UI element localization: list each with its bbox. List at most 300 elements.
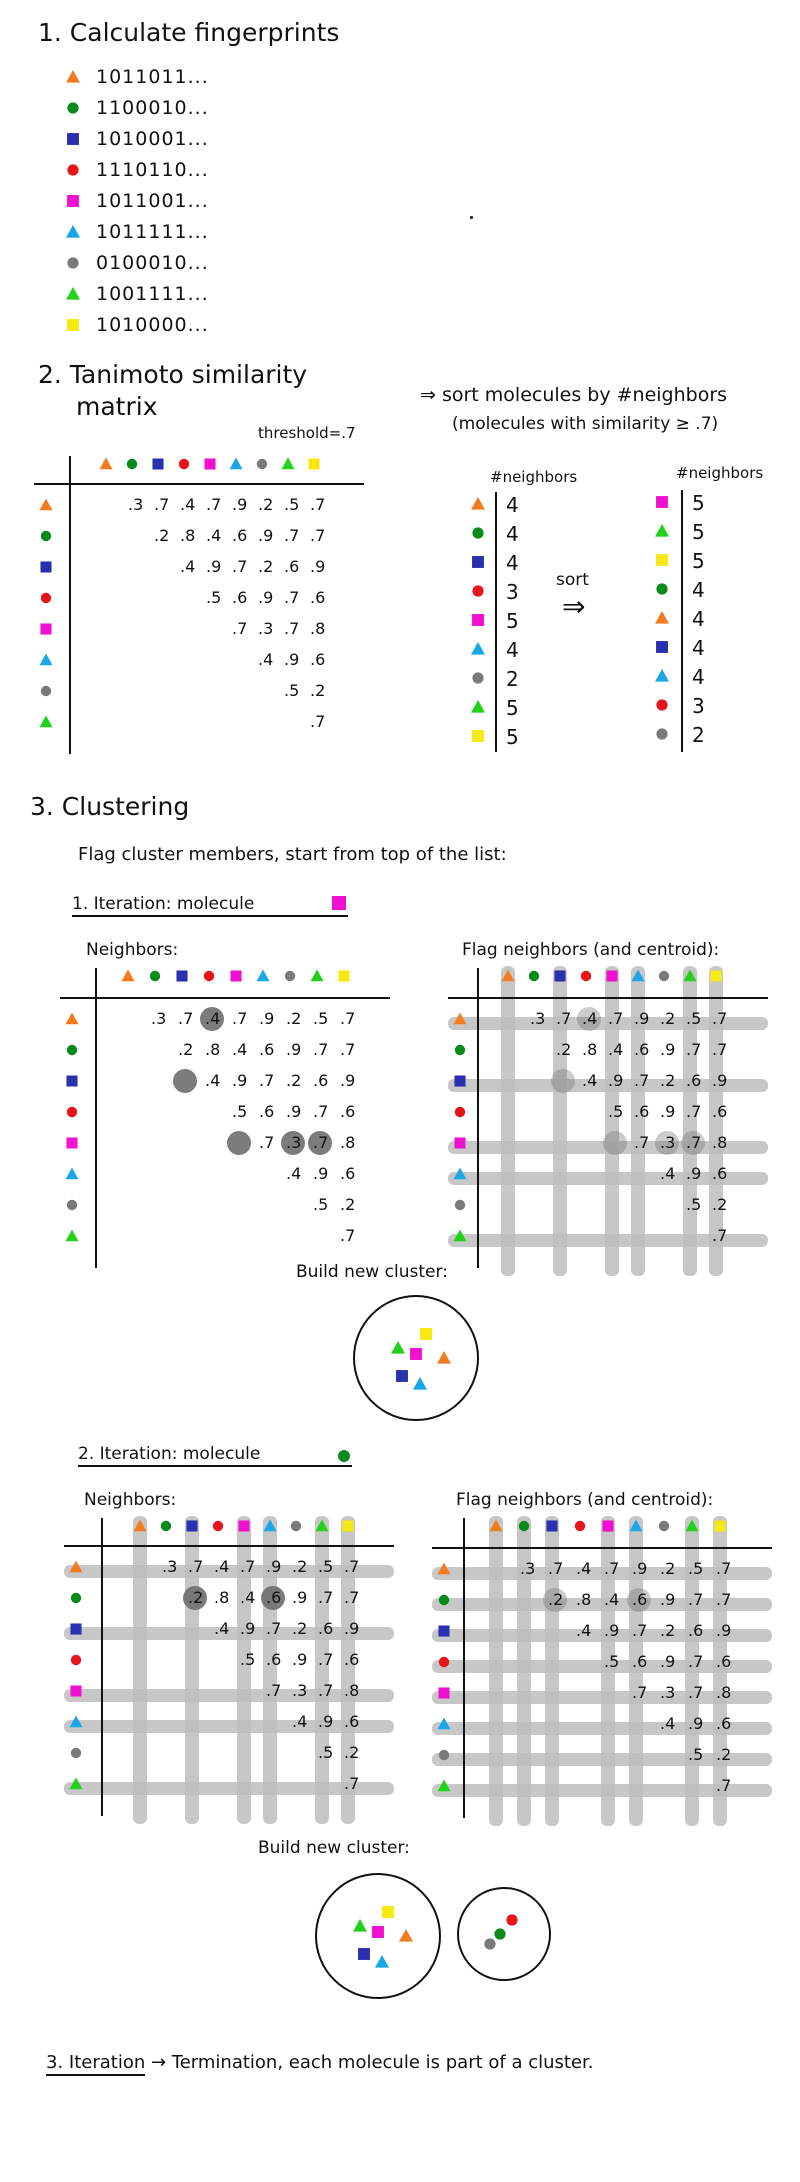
similarity-value: .6 [340, 1164, 356, 1183]
similarity-value: .4 [232, 1040, 248, 1059]
similarity-value: .7 [688, 1683, 704, 1702]
similarity-value: .9 [240, 1619, 256, 1638]
yellow-square-icon [338, 970, 349, 981]
similarity-value: .4 [660, 1164, 676, 1183]
similarity-value: .7 [686, 1102, 702, 1121]
fingerprint-row [64, 221, 209, 243]
neighbor-highlight [551, 1069, 575, 1093]
fingerprint-molecule-icon [64, 316, 82, 334]
similarity-value: .9 [660, 1040, 676, 1059]
similarity-value: .3 [530, 1009, 546, 1028]
similarity-value: .9 [232, 495, 248, 514]
stray-dot [470, 216, 473, 219]
cyan-triangle-icon [655, 669, 669, 682]
gray-circle-icon [67, 257, 78, 268]
similarity-value: .2 [660, 1559, 676, 1578]
similarity-value: .5 [240, 1650, 256, 1669]
similarity-value: .9 [286, 1102, 302, 1121]
red-circle-icon [439, 1657, 449, 1667]
sort-label: sort [556, 570, 589, 590]
magenta-square-icon [238, 1520, 249, 1531]
fingerprint-molecule-icon [64, 223, 82, 241]
lime-triangle-icon [66, 287, 80, 300]
similarity-value: .6 [310, 650, 326, 669]
similarity-value: .3 [258, 619, 274, 638]
gray-circle-icon [291, 1521, 301, 1531]
similarity-value: .6 [310, 588, 326, 607]
similarity-value: .5 [284, 681, 300, 700]
similarity-value: .7 [716, 1590, 732, 1609]
neighbor-count: 4 [506, 638, 519, 662]
similarity-value: .9 [340, 1071, 356, 1090]
red-circle-icon [179, 459, 189, 469]
neighbor-count: 4 [506, 551, 519, 575]
similarity-value: .3 [286, 1133, 302, 1152]
similarity-value: .9 [284, 650, 300, 669]
similarity-value: .7 [232, 557, 248, 576]
iteration2-flag-heading: Flag neighbors (and centroid): [456, 1490, 714, 1510]
similarity-value: .6 [313, 1071, 329, 1090]
iteration1-molecule-icon [330, 894, 350, 914]
similarity-value: .9 [688, 1714, 704, 1733]
yellow-square-icon [472, 730, 484, 742]
similarity-value: .2 [548, 1590, 564, 1609]
yellow-square-icon [710, 970, 721, 981]
similarity-value: .6 [266, 1650, 282, 1669]
yellow-square-icon [342, 1520, 353, 1531]
gray-circle-icon [659, 971, 669, 981]
blue-square-icon [656, 641, 668, 653]
similarity-value: .7 [712, 1226, 728, 1245]
similarity-value: .2 [286, 1071, 302, 1090]
fingerprint-row [64, 190, 209, 212]
iteration1-build-cluster: Build new cluster: [296, 1262, 448, 1282]
similarity-value: .9 [660, 1652, 676, 1671]
iteration2-build-cluster: Build new cluster: [258, 1838, 410, 1858]
gray-circle-icon [656, 728, 667, 739]
similarity-value: .5 [313, 1009, 329, 1028]
similarity-value: .7 [632, 1683, 648, 1702]
similarity-value: .7 [688, 1652, 704, 1671]
magenta-square-icon [656, 496, 668, 508]
cyan-triangle-icon [375, 1955, 389, 1968]
neighbor-count: 5 [506, 609, 519, 633]
fingerprint-bits: 1001111... [96, 283, 209, 305]
similarity-value: .7 [686, 1133, 702, 1152]
sort-arrow-icon: ⇒ [562, 590, 586, 623]
similarity-value: .2 [344, 1743, 360, 1762]
neighbor-count: 5 [506, 725, 519, 749]
fingerprint-row [64, 128, 209, 150]
similarity-value: .8 [576, 1590, 592, 1609]
termination-text: → Termination, each molecule is part of a cluster. [150, 2052, 594, 2073]
similarity-value: .7 [556, 1009, 572, 1028]
similarity-value: .8 [712, 1133, 728, 1152]
red-circle-icon [67, 164, 78, 175]
red-circle-icon [71, 1655, 81, 1665]
similarity-value: .7 [259, 1133, 275, 1152]
similarity-value: .7 [313, 1102, 329, 1121]
neighbor-count: 3 [506, 580, 519, 604]
similarity-value: .7 [634, 1133, 650, 1152]
gray-circle-icon [257, 459, 267, 469]
cyan-triangle-icon [66, 1168, 79, 1180]
green-circle-icon [529, 971, 539, 981]
similarity-value: .9 [716, 1621, 732, 1640]
similarity-value: .6 [716, 1652, 732, 1671]
similarity-value: .6 [716, 1714, 732, 1733]
similarity-value: .8 [582, 1040, 598, 1059]
similarity-value: .7 [310, 495, 326, 514]
similarity-value: .9 [686, 1164, 702, 1183]
neighbor-count: 5 [506, 696, 519, 720]
flag-column-band [501, 966, 515, 1276]
iteration2-label [78, 1444, 352, 1467]
similarity-value: .4 [240, 1588, 256, 1607]
lime-triangle-icon [471, 700, 485, 713]
flag-column-band [133, 1516, 147, 1824]
similarity-value: .9 [634, 1009, 650, 1028]
green-circle-icon [67, 1045, 77, 1055]
green-circle-icon [41, 531, 51, 541]
similarity-value: .8 [340, 1133, 356, 1152]
similarity-value: .4 [576, 1621, 592, 1640]
similarity-value: .7 [604, 1559, 620, 1578]
similarity-value: .6 [344, 1712, 360, 1731]
neighbor-count: 4 [692, 636, 705, 660]
fingerprint-molecule-icon [64, 161, 82, 179]
similarity-value: .5 [284, 495, 300, 514]
similarity-value: .7 [313, 1133, 329, 1152]
cluster-2 [454, 1884, 564, 1994]
orange-triangle-icon [66, 70, 80, 83]
similarity-value: .4 [180, 495, 196, 514]
magenta-square-icon [40, 623, 51, 634]
similarity-value: .3 [128, 495, 144, 514]
similarity-value: .8 [310, 619, 326, 638]
red-circle-icon [455, 1107, 465, 1117]
similarity-value: .2 [188, 1588, 204, 1607]
similarity-value: .6 [634, 1102, 650, 1121]
similarity-value: .9 [660, 1102, 676, 1121]
similarity-value: .6 [686, 1071, 702, 1090]
similarity-value: .6 [284, 557, 300, 576]
green-circle-icon [494, 1928, 505, 1939]
fingerprint-row [64, 283, 209, 305]
similarity-value: .2 [258, 557, 274, 576]
similarity-value: .9 [258, 588, 274, 607]
red-circle-icon [213, 1521, 223, 1531]
cyan-triangle-icon [230, 458, 243, 470]
similarity-value: .2 [292, 1619, 308, 1638]
similarity-value: .4 [258, 650, 274, 669]
gray-circle-icon [484, 1938, 495, 1949]
similarity-value: .9 [292, 1650, 308, 1669]
fingerprint-bits: 1011001... [96, 190, 209, 212]
neighbor-count: 4 [692, 665, 705, 689]
iteration2-text: 2. Iteration: molecule [78, 1444, 261, 1464]
fingerprint-molecule-icon [64, 285, 82, 303]
similarity-value: .7 [608, 1009, 624, 1028]
iteration1-flag-matrix [448, 962, 778, 1252]
iteration1-neighbors-heading: Neighbors: [86, 940, 179, 960]
green-circle-icon [519, 1521, 529, 1531]
blue-square-icon [176, 970, 187, 981]
similarity-value: .9 [259, 1009, 275, 1028]
similarity-value: .7 [716, 1559, 732, 1578]
neighbor-highlight [227, 1131, 251, 1155]
similarity-value: .8 [180, 526, 196, 545]
fingerprint-bits: 1100010... [96, 97, 209, 119]
fingerprint-bits: 1110110... [96, 159, 209, 181]
orange-triangle-icon [122, 970, 135, 982]
similarity-value: .3 [660, 1133, 676, 1152]
green-circle-icon [127, 459, 137, 469]
similarity-value: .4 [180, 557, 196, 576]
magenta-square-icon [454, 1137, 465, 1148]
similarity-value: .6 [688, 1621, 704, 1640]
similarity-value: .5 [318, 1557, 334, 1576]
blue-square-icon [358, 1948, 370, 1960]
magenta-square-icon [438, 1687, 449, 1698]
similarity-value: .9 [266, 1557, 282, 1576]
similarity-value: .7 [340, 1226, 356, 1245]
magenta-square-icon [372, 1926, 384, 1938]
similarity-value: .7 [266, 1681, 282, 1700]
gray-circle-icon [472, 672, 483, 683]
magenta-square-icon [602, 1520, 613, 1531]
similarity-value: .4 [582, 1009, 598, 1028]
similarity-value: .6 [232, 588, 248, 607]
similarity-value: .7 [259, 1071, 275, 1090]
sort-lists [450, 490, 750, 760]
gray-circle-icon [659, 1521, 669, 1531]
neighbor-count: 5 [692, 491, 705, 515]
similarity-value: .6 [259, 1102, 275, 1121]
similarity-value: .9 [712, 1071, 728, 1090]
step3-title: 3. Clustering [30, 792, 190, 821]
similarity-value: .7 [712, 1040, 728, 1059]
lime-triangle-icon [40, 716, 53, 728]
fingerprint-row [64, 66, 209, 88]
similarity-value: .7 [206, 495, 222, 514]
yellow-square-icon [308, 458, 319, 469]
magenta-square-icon [230, 970, 241, 981]
neighbor-count: 4 [692, 607, 705, 631]
red-circle-icon [67, 1107, 77, 1117]
iteration3-label: 3. Iteration [46, 2052, 145, 2076]
similarity-value: .5 [206, 588, 222, 607]
yellow-square-icon [656, 554, 668, 566]
magenta-square-icon [606, 970, 617, 981]
step2-title-line2: matrix [76, 392, 158, 421]
blue-square-icon [40, 561, 51, 572]
similarity-value: .4 [205, 1009, 221, 1028]
sort-heading-line2: (molecules with similarity ≥ .7) [452, 414, 719, 434]
similarity-value: .2 [310, 681, 326, 700]
green-circle-icon [439, 1595, 449, 1605]
fingerprint-row [64, 159, 209, 181]
similarity-value: .6 [259, 1040, 275, 1059]
similarity-value: .3 [151, 1009, 167, 1028]
green-circle-icon [656, 583, 667, 594]
step1-title: 1. Calculate fingerprints [38, 18, 340, 47]
similarity-value: .7 [632, 1621, 648, 1640]
magenta-square-icon [67, 195, 79, 207]
green-circle-icon [455, 1045, 465, 1055]
similarity-value: .7 [188, 1557, 204, 1576]
fingerprint-row [64, 314, 209, 336]
yellow-square-icon [382, 1906, 394, 1918]
similarity-value: .2 [660, 1621, 676, 1640]
similarity-value: .6 [712, 1164, 728, 1183]
similarity-value: .7 [712, 1009, 728, 1028]
yellow-square-icon [714, 1520, 725, 1531]
similarity-value: .7 [313, 1040, 329, 1059]
similarity-value: .7 [266, 1619, 282, 1638]
similarity-value: .4 [205, 1071, 221, 1090]
similarity-value: .4 [286, 1164, 302, 1183]
similarity-value: .9 [344, 1619, 360, 1638]
orange-triangle-icon [100, 458, 113, 470]
cyan-triangle-icon [471, 642, 485, 655]
neighbor-count: 5 [692, 520, 705, 544]
similarity-value: .7 [232, 1009, 248, 1028]
similarity-value: .4 [214, 1557, 230, 1576]
similarity-value: .7 [318, 1650, 334, 1669]
blue-square-icon [454, 1075, 465, 1086]
neighbors-label-unsorted: #neighbors [490, 468, 578, 486]
orange-triangle-icon [437, 1351, 451, 1364]
iteration1-neighbors-matrix [60, 962, 400, 1252]
similarity-value: .7 [688, 1590, 704, 1609]
neighbors-label-sorted: #neighbors [676, 464, 764, 482]
iteration1-flag-heading: Flag neighbors (and centroid): [462, 940, 720, 960]
similarity-value: .9 [258, 526, 274, 545]
fingerprint-row [64, 97, 209, 119]
blue-square-icon [152, 458, 163, 469]
similarity-value: .7 [716, 1776, 732, 1795]
gray-circle-icon [455, 1200, 465, 1210]
fingerprint-bits: 1011011... [96, 66, 209, 88]
orange-triangle-icon [66, 1013, 79, 1025]
red-circle-icon [656, 699, 667, 710]
iteration2-molecule-icon [336, 1448, 356, 1468]
similarity-value: .6 [266, 1588, 282, 1607]
similarity-value: .9 [632, 1559, 648, 1578]
similarity-value: .7 [178, 1009, 194, 1028]
similarity-value: .7 [318, 1681, 334, 1700]
similarity-value: .4 [292, 1712, 308, 1731]
green-circle-icon [472, 527, 483, 538]
neighbor-count: 4 [506, 522, 519, 546]
fingerprint-molecule-icon [64, 130, 82, 148]
green-circle-icon [150, 971, 160, 981]
iteration2-flag-matrix [432, 1512, 782, 1802]
fingerprint-molecule-icon [64, 254, 82, 272]
similarity-value: .2 [154, 526, 170, 545]
yellow-square-icon [420, 1328, 432, 1340]
neighbor-count: 5 [692, 549, 705, 573]
fingerprint-bits: 1010000... [96, 314, 209, 336]
threshold-label: threshold=.7 [258, 424, 356, 442]
orange-triangle-icon [399, 1929, 413, 1942]
similarity-value: .4 [582, 1071, 598, 1090]
blue-square-icon [554, 970, 565, 981]
orange-triangle-icon [40, 499, 53, 511]
similarity-value: .3 [660, 1683, 676, 1702]
similarity-value: .2 [712, 1195, 728, 1214]
cluster-1 [350, 1292, 490, 1432]
similarity-value: .7 [240, 1557, 256, 1576]
similarity-value: .6 [232, 526, 248, 545]
neighbor-count: 4 [506, 493, 519, 517]
similarity-value: .7 [344, 1588, 360, 1607]
magenta-square-icon [66, 1137, 77, 1148]
similarity-value: .7 [284, 588, 300, 607]
similarity-value: .7 [686, 1040, 702, 1059]
fingerprint-molecule-icon [64, 99, 82, 117]
lime-triangle-icon [655, 524, 669, 537]
similarity-value: .5 [232, 1102, 248, 1121]
lime-triangle-icon [311, 970, 324, 982]
similarity-value: .6 [318, 1619, 334, 1638]
similarity-value: .2 [178, 1040, 194, 1059]
green-circle-icon [161, 1521, 171, 1531]
similarity-value: .7 [340, 1040, 356, 1059]
similarity-value: .9 [604, 1621, 620, 1640]
similarity-value: .7 [284, 619, 300, 638]
similarity-value: .7 [344, 1774, 360, 1793]
iteration2-neighbors-heading: Neighbors: [84, 1490, 177, 1510]
similarity-value: .9 [286, 1040, 302, 1059]
blue-square-icon [67, 133, 79, 145]
gray-circle-icon [285, 971, 295, 981]
red-circle-icon [472, 585, 483, 596]
similarity-value: .2 [258, 495, 274, 514]
iteration2-neighbors-matrix [64, 1512, 404, 1802]
blue-square-icon [186, 1520, 197, 1531]
iteration1-text: 1. Iteration: molecule [72, 894, 255, 914]
neighbor-count: 3 [692, 694, 705, 718]
green-circle-icon [71, 1593, 81, 1603]
similarity-value: .2 [660, 1071, 676, 1090]
similarity-value: .4 [576, 1559, 592, 1578]
cluster-1-again [312, 1870, 452, 2010]
iteration3-row [46, 2052, 593, 2073]
neighbor-highlight [173, 1069, 197, 1093]
similarity-value: .9 [292, 1588, 308, 1607]
fingerprint-bits: 1011111... [96, 221, 209, 243]
similarity-value: .7 [634, 1071, 650, 1090]
similarity-value: .9 [310, 557, 326, 576]
similarity-value: .6 [634, 1040, 650, 1059]
neighbor-count: 4 [692, 578, 705, 602]
blue-square-icon [438, 1625, 449, 1636]
gray-circle-icon [67, 1200, 77, 1210]
similarity-value: .3 [162, 1557, 178, 1576]
cyan-triangle-icon [257, 970, 270, 982]
similarity-value: .4 [214, 1619, 230, 1638]
similarity-value: .4 [206, 526, 222, 545]
similarity-value: .5 [686, 1195, 702, 1214]
green-circle-icon [67, 102, 78, 113]
similarity-value: .7 [548, 1559, 564, 1578]
similarity-value: .7 [310, 526, 326, 545]
iteration1-label [72, 894, 348, 917]
red-circle-icon [506, 1914, 517, 1925]
neighbor-count: 2 [692, 723, 705, 747]
